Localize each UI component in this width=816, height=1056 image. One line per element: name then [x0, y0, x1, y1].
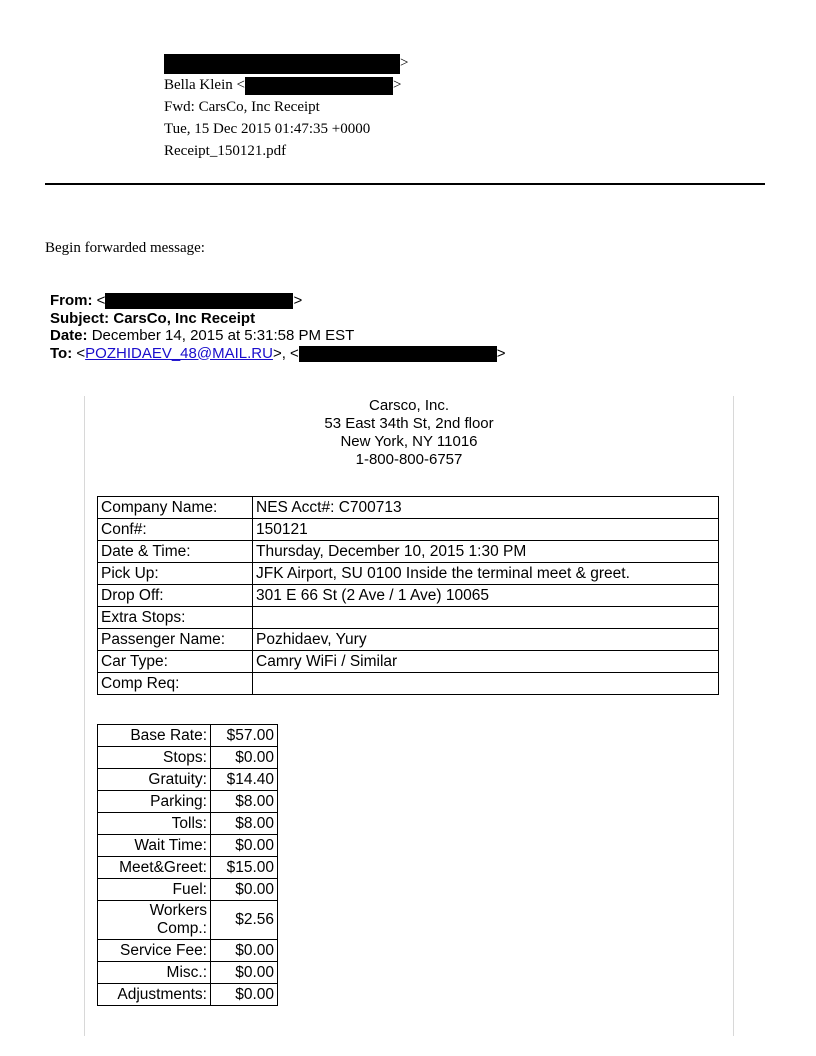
table-row — [98, 769, 278, 791]
charge-value: $0.00 — [211, 747, 278, 769]
charge-label: Parking: — [98, 791, 211, 813]
table-row — [98, 541, 719, 563]
table-row — [98, 629, 719, 651]
to-name: Bella Klein < — [164, 77, 245, 93]
charge-value: $57.00 — [211, 725, 278, 747]
fwd-to-row: To: <POZHIDAEV_48@MAIL.RU>, < > — [50, 344, 506, 362]
trip-value: Pozhidaev, Yury — [253, 629, 719, 651]
table-row — [98, 962, 278, 984]
table-row — [98, 519, 719, 541]
redaction-block — [245, 77, 393, 95]
table-row — [98, 940, 278, 962]
trip-value — [253, 673, 719, 695]
company-address — [85, 397, 733, 469]
trip-value: Thursday, December 10, 2015 1:30 PM — [253, 541, 719, 563]
close-bracket: > — [293, 292, 303, 309]
attachment-link[interactable]: Receipt_150121.pdf — [164, 143, 287, 159]
charge-value: $8.00 — [211, 813, 278, 835]
table-row — [98, 901, 278, 940]
fwd-date-label: Date: — [50, 327, 88, 344]
trip-value: JFK Airport, SU 0100 Inside the terminal meet & greet. — [253, 563, 719, 585]
company-name: Carsco, Inc. — [368, 397, 450, 414]
close-bracket: > — [392, 77, 402, 93]
table-row — [98, 879, 278, 901]
fwd-subject-value: CarsCo, Inc Receipt — [113, 309, 256, 327]
company-address-line1: 53 East 34th St, 2nd floor — [324, 415, 494, 432]
trip-label: Drop Off: — [98, 585, 253, 607]
redaction-block — [164, 54, 400, 74]
table-row — [98, 984, 278, 1006]
fwd-subject-label: Subject: — [50, 309, 110, 327]
table-row — [98, 651, 719, 673]
trip-details-table — [97, 496, 719, 695]
fwd-to-email-link[interactable]: POZHIDAEV_48@MAIL.RU — [85, 344, 273, 362]
header-divider — [45, 183, 765, 185]
charge-label: Meet&Greet: — [98, 857, 211, 879]
from-value — [164, 52, 408, 74]
table-row — [98, 835, 278, 857]
date-value: Tue, 15 Dec 2015 01:47:35 +0000 — [164, 121, 371, 137]
charge-value: $15.00 — [211, 857, 278, 879]
charge-label: Service Fee: — [98, 940, 211, 962]
trip-label: Company Name: — [98, 497, 253, 519]
fwd-subject-row — [50, 310, 506, 328]
trip-value — [253, 607, 719, 629]
to-value — [164, 74, 401, 96]
fwd-to-label: To: — [50, 344, 73, 362]
charge-label: Gratuity: — [98, 769, 211, 791]
close-bracket: > — [496, 344, 506, 362]
charge-value: $0.00 — [211, 879, 278, 901]
charges-table — [97, 724, 278, 1006]
table-row — [98, 563, 719, 585]
trip-label: Passenger Name: — [98, 629, 253, 651]
charge-value: $2.56 — [211, 901, 278, 940]
table-row — [98, 791, 278, 813]
redaction-block — [299, 346, 497, 362]
redaction-block — [105, 293, 293, 309]
trip-label: Car Type: — [98, 651, 253, 673]
fwd-from-prefix: < — [92, 292, 106, 309]
charge-value: $8.00 — [211, 791, 278, 813]
trip-label: Date & Time: — [98, 541, 253, 563]
trip-value: 301 E 66 St (2 Ave / 1 Ave) 10065 — [253, 585, 719, 607]
begin-forwarded-text: Begin forwarded message: — [45, 240, 205, 256]
table-row — [98, 725, 278, 747]
charge-label: Stops: — [98, 747, 211, 769]
table-row — [98, 607, 719, 629]
charge-label: Workers Comp.: — [98, 901, 211, 940]
table-row — [98, 585, 719, 607]
fwd-date-value: December 14, 2015 at 5:31:58 PM EST — [91, 327, 355, 344]
table-row — [98, 813, 278, 835]
trip-label: Comp Req: — [98, 673, 253, 695]
forwarded-header — [50, 292, 506, 362]
charge-value: $14.40 — [211, 769, 278, 791]
table-row — [98, 673, 719, 695]
charge-label: Misc.: — [98, 962, 211, 984]
company-address-line2: New York, NY 11016 — [340, 433, 478, 450]
table-row — [98, 497, 719, 519]
trip-label: Extra Stops: — [98, 607, 253, 629]
fwd-from-label: From: — [50, 292, 93, 309]
subject-value: Fwd: CarsCo, Inc Receipt — [164, 99, 320, 115]
trip-label: Pick Up: — [98, 563, 253, 585]
charge-label: Wait Time: — [98, 835, 211, 857]
close-bracket: > — [400, 55, 409, 71]
table-row — [98, 747, 278, 769]
fwd-to-mid: >, < — [272, 344, 299, 362]
fwd-date-row — [50, 327, 506, 345]
charge-label: Fuel: — [98, 879, 211, 901]
fwd-from-row — [50, 292, 506, 310]
charge-label: Base Rate: — [98, 725, 211, 747]
trip-label: Conf#: — [98, 519, 253, 541]
trip-value: NES Acct#: C700713 — [253, 497, 719, 519]
charge-value: $0.00 — [211, 835, 278, 857]
charge-value: $0.00 — [211, 984, 278, 1006]
charge-value: $0.00 — [211, 940, 278, 962]
trip-value: Camry WiFi / Similar — [253, 651, 719, 673]
charge-label: Tolls: — [98, 813, 211, 835]
charge-value: $0.00 — [211, 962, 278, 984]
table-row — [98, 857, 278, 879]
company-phone: 1-800-800-6757 — [355, 451, 463, 468]
trip-value: 150121 — [253, 519, 719, 541]
charge-label: Adjustments: — [98, 984, 211, 1006]
